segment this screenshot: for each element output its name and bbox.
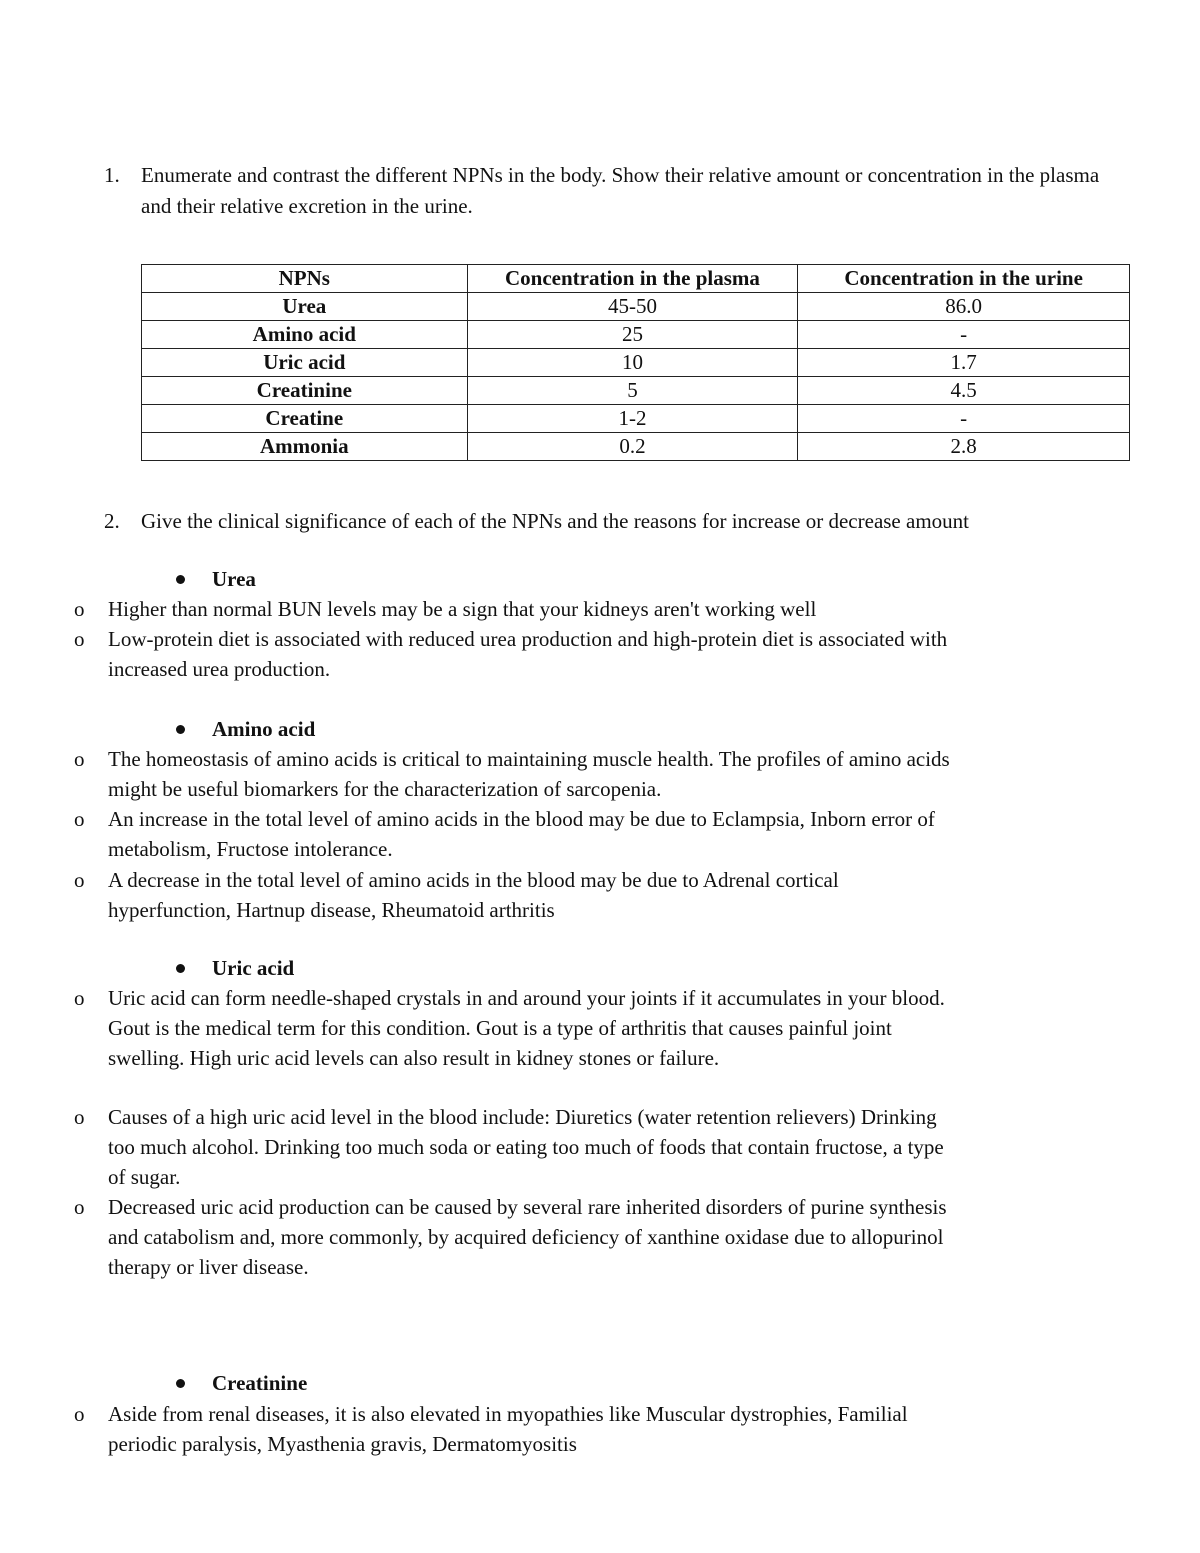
circle-bullet-icon: o	[74, 627, 85, 651]
bullet-dot-icon	[176, 725, 185, 734]
topic-label: Creatinine	[212, 1371, 308, 1395]
row-name: Amino acid	[142, 321, 468, 349]
bullet-dot-icon	[176, 964, 185, 973]
list-item-text: Uric acid can form needle-shaped crystals in and around your joints if it accumulates in your blood. Gout is the medical term for this condition. Gout is a type of arthritis that causes painful joint swelling. High uric acid levels can also result in kidney stones or failure.	[108, 986, 945, 1070]
list-item-text: An increase in the total level of amino acids in the blood may be due to Eclampsia, Inborn error of metabolism, Fructose intolerance.	[108, 807, 935, 861]
row-urine: 1.7	[798, 349, 1130, 377]
list-item-text: Aside from renal diseases, it is also elevated in myopathies like Muscular dystrophies, Familial periodic paralysis, Myasthenia gravis, Dermatomyositis	[108, 1402, 908, 1456]
row-plasma: 45-50	[467, 293, 798, 321]
list-item-text: The homeostasis of amino acids is critical to maintaining muscle health. The profiles of amino acids might be useful biomarkers for the characterization of sarcopenia.	[108, 747, 950, 801]
npn-concentration-table	[141, 264, 1130, 461]
row-plasma: 25	[467, 321, 798, 349]
topic-label: Urea	[212, 567, 256, 591]
circle-bullet-icon: o	[74, 597, 85, 621]
question-1-number: 1.	[104, 163, 120, 187]
list-item-text: Higher than normal BUN levels may be a sign that your kidneys aren't working well	[108, 597, 817, 621]
header-urine: Concentration in the urine	[798, 265, 1130, 293]
table-row	[142, 349, 1130, 377]
table-row	[142, 377, 1130, 405]
circle-bullet-icon: o	[74, 747, 85, 771]
circle-bullet-icon: o	[74, 986, 85, 1010]
bullet-dot-icon	[176, 1379, 185, 1388]
row-plasma: 10	[467, 349, 798, 377]
row-plasma: 1-2	[467, 405, 798, 433]
row-plasma: 0.2	[467, 433, 798, 461]
circle-bullet-icon: o	[74, 807, 85, 831]
question-1-text: Enumerate and contrast the different NPNs in the body. Show their relative amount or concentration in the plasma and their relative excretion in the urine.	[141, 163, 1100, 218]
list-item-text: Causes of a high uric acid level in the blood include: Diuretics (water retention relievers) Drinking too much alcohol. Drinking too much soda or eating too much of foods that contain fructose, a type of sugar.	[108, 1105, 944, 1189]
table-row	[142, 321, 1130, 349]
header-npns: NPNs	[142, 265, 468, 293]
row-name: Ammonia	[142, 433, 468, 461]
topic-label: Uric acid	[212, 956, 295, 980]
row-plasma: 5	[467, 377, 798, 405]
question-2-number: 2.	[104, 509, 120, 533]
row-name: Uric acid	[142, 349, 468, 377]
row-urine: 4.5	[798, 377, 1130, 405]
table-row	[142, 405, 1130, 433]
table-header-row	[142, 265, 1130, 293]
row-urine: 2.8	[798, 433, 1130, 461]
circle-bullet-icon: o	[74, 1105, 85, 1129]
table-row	[142, 293, 1130, 321]
list-item-text: Low-protein diet is associated with reduced urea production and high-protein diet is associated with increased urea production.	[108, 627, 948, 681]
topic-label: Amino acid	[212, 717, 316, 741]
header-plasma: Concentration in the plasma	[467, 265, 798, 293]
list-item-text: Decreased uric acid production can be caused by several rare inherited disorders of purine synthesis and catabolism and, more commonly, by acquired deficiency of xanthine oxidase due to allopurinol therapy or liver disease.	[108, 1195, 947, 1279]
bullet-dot-icon	[176, 575, 185, 584]
question-2-text: Give the clinical significance of each of the NPNs and the reasons for increase or decrease amount	[141, 509, 969, 533]
circle-bullet-icon: o	[74, 1402, 85, 1426]
circle-bullet-icon: o	[74, 868, 85, 892]
row-name: Creatine	[142, 405, 468, 433]
circle-bullet-icon: o	[74, 1195, 85, 1219]
row-name: Creatinine	[142, 377, 468, 405]
table-row	[142, 433, 1130, 461]
row-urine: -	[798, 405, 1130, 433]
row-name: Urea	[142, 293, 468, 321]
row-urine: -	[798, 321, 1130, 349]
list-item-text: A decrease in the total level of amino acids in the blood may be due to Adrenal cortical hyperfunction, Hartnup disease, Rheumatoid arthritis	[108, 868, 839, 922]
row-urine: 86.0	[798, 293, 1130, 321]
